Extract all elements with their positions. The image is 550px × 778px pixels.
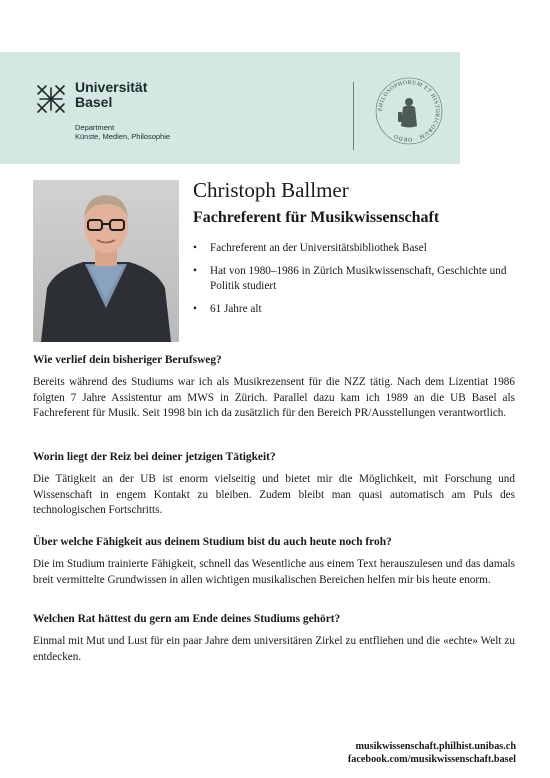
faculty-seal-icon (374, 76, 444, 146)
department-line2: Künste, Medien, Philosophie (75, 132, 171, 141)
seal-lettering: PHILOSOPHORUM ET HISTORICORUM · ORDO (377, 79, 441, 143)
interview-item (33, 535, 515, 588)
person-role: Fachreferent für Musikwissenschaft (193, 209, 440, 226)
interview-item (33, 612, 515, 665)
interview-answer: Die Tätigkeit an der UB ist enorm vielseitig und bietet mir die Möglichkeit, mit Forschung und Wissenschaft in engem Kontakt zu bleiben. Zudem bleibt man quasi automatisch am Puls des technologischen Fortschritts. (33, 473, 515, 517)
interview-question: Worin liegt der Reiz bei deiner jetzigen Tätigkeit? (33, 451, 276, 463)
interview-question: Über welche Fähigkeit aus deinem Studium bist du auch heute noch froh? (33, 536, 392, 548)
header-divider (353, 82, 354, 150)
profile-fact: • 61 Jahre alt (193, 302, 533, 317)
interview-question: Welchen Rat hättest du gern am Ende deines Studiums gehört? (33, 613, 341, 625)
interview-item (33, 450, 515, 519)
university-name (75, 80, 147, 110)
department-label (75, 123, 170, 141)
interview-question: Wie verlief dein bisheriger Berufsweg? (33, 354, 222, 366)
interview-answer: Bereits während des Studiums war ich als Musikrezensent für die NZZ tätig. Nach dem Lizentiat 1986 folgten 7 Jahre Assistentur am MWS in Zürich. Parallel dazu kam ich 1989 an die UB Basel als Fachreferent für Musik. Seit 1998 bin ich da zusätzlich für den Bereich PR/Ausstellungen verantwortlich. (33, 376, 515, 420)
footer-facebook-link[interactable]: facebook.com/musikwissenschaft.basel (347, 754, 516, 765)
interview-answer: Einmal mit Mut und Lust für ein paar Jahre dem universitären Zirkel zu entfliehen und die «echte» Welt zu entdecken. (33, 635, 515, 663)
person-name: Christoph Ballmer (193, 178, 349, 202)
university-name-line2: Basel (75, 94, 113, 110)
interview-answer: Die im Studium trainierte Fähigkeit, schnell das Wesentliche aus einem Text herauszulesen und das damals breit vermittelte Grundwissen in allen wichtigen musikalischen Bereichen helfen mir bis heute enorm. (33, 558, 515, 586)
university-basel-logo-icon (34, 82, 68, 116)
interview-item (33, 353, 515, 422)
footer-website-link[interactable]: musikwissenschaft.philhist.unibas.ch (355, 741, 516, 752)
profile-fact: • Hat von 1980–1986 in Zürich Musikwissenschaft, Geschichte und Politik studiert (193, 264, 533, 294)
department-line1: Department (75, 123, 115, 132)
portrait-photo (33, 180, 179, 342)
profile-facts-list (193, 241, 533, 325)
profile-fact: • Fachreferent an der Universitätsbibliothek Basel (193, 241, 533, 256)
university-name-line1: Universität (75, 79, 148, 95)
footer-links (348, 740, 516, 766)
